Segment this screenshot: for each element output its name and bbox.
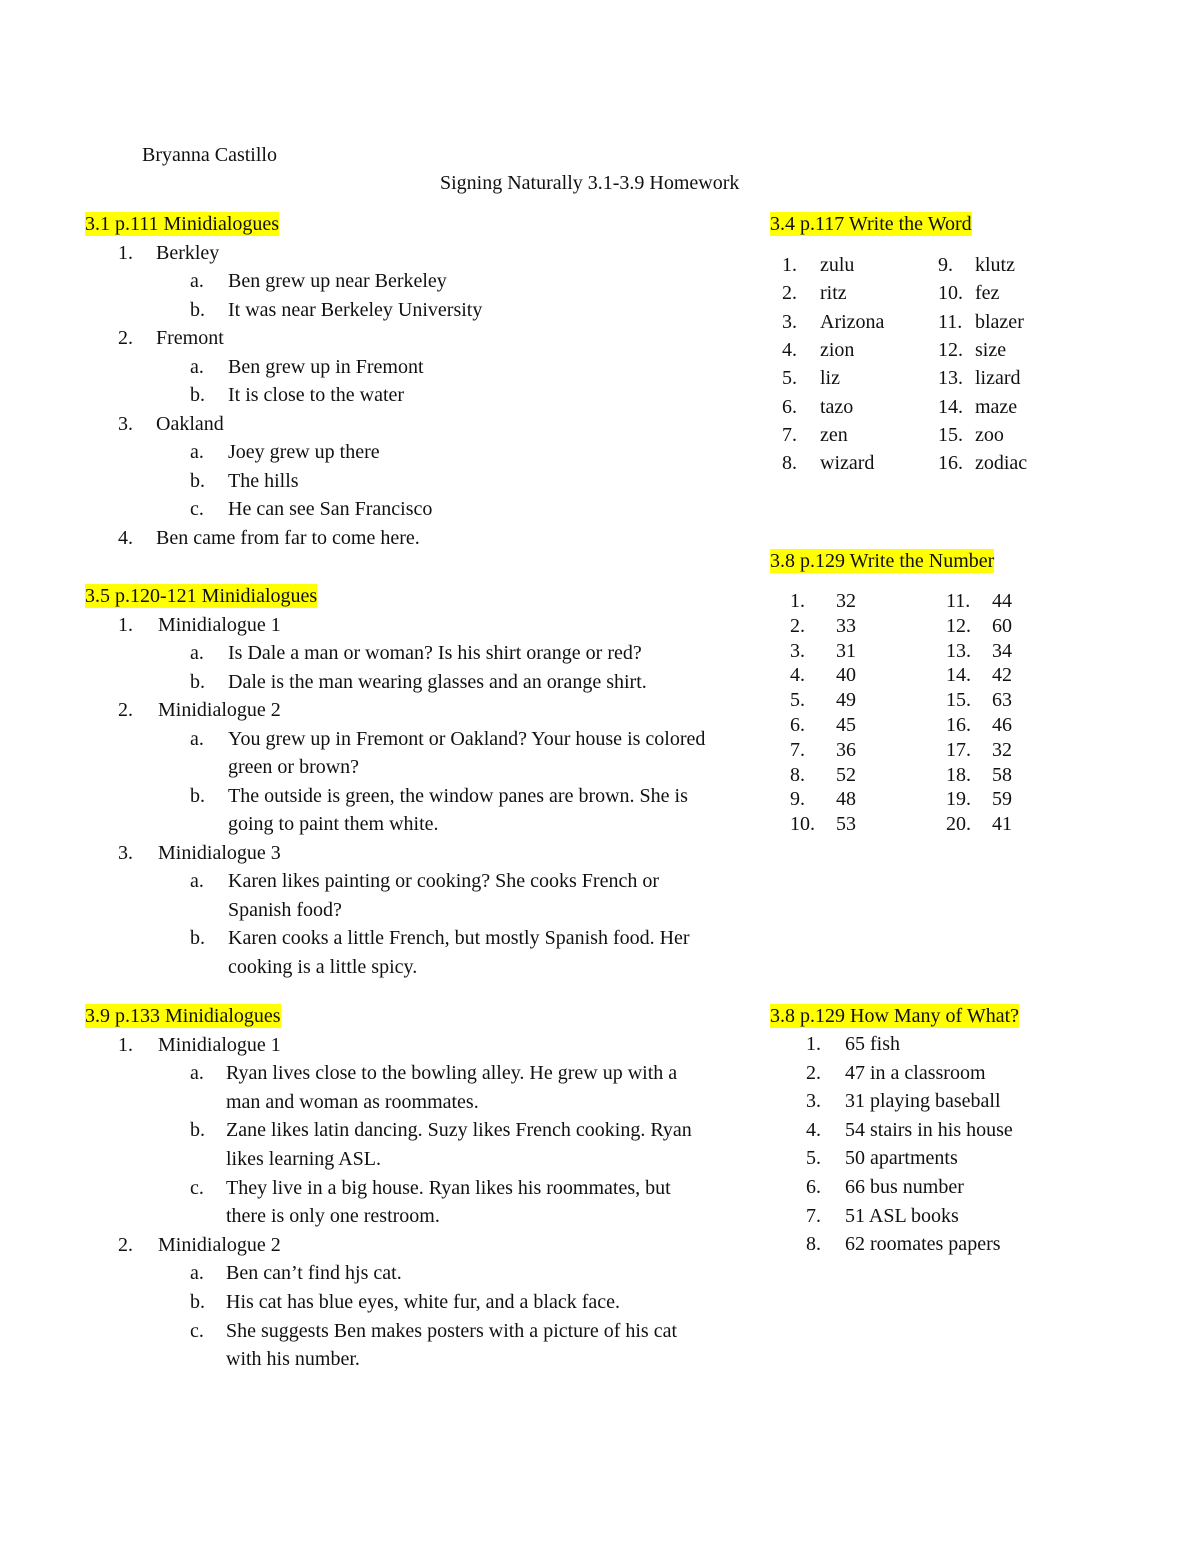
s34-left-value: tazo bbox=[820, 395, 854, 418]
s38n-right-number: 15. bbox=[946, 689, 971, 712]
s39-subitem-marker: b. bbox=[190, 1291, 205, 1313]
s38n-right-value: 34 bbox=[992, 639, 1012, 662]
s35-subitem-text: Spanish food? bbox=[228, 898, 342, 921]
s38n-left-number: 9. bbox=[790, 788, 805, 811]
s35-heading: 3.5 p.120-121 Minidialogues bbox=[85, 585, 318, 607]
s34-left-number: 6. bbox=[782, 395, 797, 418]
s38n-left-value: 53 bbox=[836, 813, 856, 836]
s35-item-label: Minidialogue 3 bbox=[158, 841, 281, 864]
s35-subitem-marker: b. bbox=[190, 927, 205, 949]
s38h-item-number: 4. bbox=[806, 1118, 821, 1141]
s34-right-value: lizard bbox=[975, 367, 1021, 390]
s38n-right-value: 59 bbox=[992, 788, 1012, 811]
s34-right-value: zodiac bbox=[975, 452, 1028, 475]
s35-item-number: 2. bbox=[118, 699, 133, 721]
s38n-right-number: 16. bbox=[946, 714, 971, 736]
s31-subitem-marker: a. bbox=[190, 270, 204, 292]
s39-subitem-marker: a. bbox=[190, 1062, 204, 1085]
s31-heading: 3.1 p.111 Minidialogues bbox=[85, 213, 280, 235]
s35-subitem-text: going to paint them white. bbox=[228, 813, 439, 835]
s34-right-number: 11. bbox=[938, 310, 963, 333]
s34-left-number: 3. bbox=[782, 310, 797, 333]
s38n-right-value: 60 bbox=[992, 614, 1012, 637]
s38h-item-number: 7. bbox=[806, 1204, 821, 1227]
s34-right-number: 9. bbox=[938, 254, 953, 276]
s39-subitem-text: man and woman as roommates. bbox=[226, 1090, 479, 1113]
s38n-right-value: 42 bbox=[992, 664, 1012, 687]
s38n-right-number: 19. bbox=[946, 788, 971, 811]
s38n-left-value: 31 bbox=[836, 639, 856, 662]
s38h-item-text: 66 bus number bbox=[845, 1176, 964, 1198]
s39-subitem-marker: c. bbox=[190, 1176, 204, 1199]
s38h-item-number: 6. bbox=[806, 1176, 821, 1198]
s31-subitem-text: Ben grew up near Berkeley bbox=[228, 270, 447, 292]
s38n-right-number: 20. bbox=[946, 813, 971, 836]
s31-subitem-marker: b. bbox=[190, 384, 205, 406]
s39-subitem-marker: a. bbox=[190, 1262, 204, 1285]
s35-subitem-text: You grew up in Fremont or Oakland? Your house is colored bbox=[228, 727, 706, 750]
s34-right-value: klutz bbox=[975, 254, 1015, 276]
s31-subitem-marker: b. bbox=[190, 469, 205, 492]
s38n-left-number: 8. bbox=[790, 763, 805, 786]
s34-left-value: zen bbox=[820, 423, 848, 446]
s35-subitem-marker: a. bbox=[190, 727, 204, 750]
s35-item-number: 1. bbox=[118, 613, 133, 636]
s39-subitem-text: His cat has blue eyes, white fur, and a black face. bbox=[226, 1291, 621, 1313]
s34-right-value: size bbox=[975, 338, 1007, 361]
s31-subitem-text: The hills bbox=[228, 469, 299, 492]
s38n-right-value: 32 bbox=[992, 738, 1012, 761]
s35-item-number: 3. bbox=[118, 841, 133, 864]
s38n-left-number: 10. bbox=[790, 813, 815, 836]
s38n-right-value: 63 bbox=[992, 689, 1012, 712]
s34-left-value: zulu bbox=[820, 254, 855, 276]
s34-right-value: blazer bbox=[975, 310, 1024, 333]
s38n-left-number: 1. bbox=[790, 590, 805, 612]
s31-subitem-marker: a. bbox=[190, 441, 204, 463]
s38n-right-value: 46 bbox=[992, 714, 1012, 736]
s34-left-number: 2. bbox=[782, 282, 797, 305]
s34-left-value: zion bbox=[820, 338, 855, 361]
s31-item-number: 2. bbox=[118, 327, 133, 349]
page-title: Signing Naturally 3.1-3.9 Homework bbox=[440, 172, 740, 194]
s38h-item-text: 47 in a classroom bbox=[845, 1061, 986, 1084]
s39-subitem-marker: b. bbox=[190, 1119, 205, 1142]
s38n-left-value: 48 bbox=[836, 788, 856, 811]
s34-right-number: 15. bbox=[938, 423, 963, 446]
s35-subitem-text: Is Dale a man or woman? Is his shirt orange or red? bbox=[228, 642, 642, 664]
s35-subitem-text: The outside is green, the window panes are brown. She is bbox=[228, 784, 688, 807]
s34-right-number: 14. bbox=[938, 395, 963, 418]
s38h-item-text: 50 apartments bbox=[845, 1147, 958, 1170]
s39-subitem-text: Ben can’t find hjs cat. bbox=[226, 1262, 402, 1285]
s31-subitem-marker: c. bbox=[190, 498, 204, 520]
s34-right-value: maze bbox=[975, 395, 1018, 418]
s34-left-number: 1. bbox=[782, 254, 797, 276]
s35-subitem-text: Karen likes painting or cooking? She cooks French or bbox=[228, 870, 660, 892]
s31-item-label: Berkley bbox=[156, 241, 220, 264]
s31-item-number: 1. bbox=[118, 241, 133, 264]
s35-subitem-text: cooking is a little spicy. bbox=[228, 955, 418, 978]
s38n-right-value: 58 bbox=[992, 763, 1012, 786]
s31-item-label: Ben came from far to come here. bbox=[156, 526, 420, 549]
s39-subitem-text: Ryan lives close to the bowling alley. He grew up with a bbox=[226, 1062, 678, 1085]
s38h-item-number: 3. bbox=[806, 1090, 821, 1113]
s35-subitem-marker: a. bbox=[190, 870, 204, 892]
s39-subitem-text: likes learning ASL. bbox=[226, 1148, 381, 1170]
s34-left-number: 7. bbox=[782, 423, 797, 446]
s39-item-label: Minidialogue 2 bbox=[158, 1233, 281, 1256]
s38h-item-number: 2. bbox=[806, 1061, 821, 1084]
s39-subitem-text: She suggests Ben makes posters with a picture of his cat bbox=[226, 1319, 678, 1342]
s38h-item-number: 1. bbox=[806, 1033, 821, 1055]
s39-subitem-text: there is only one restroom. bbox=[226, 1205, 440, 1228]
s31-item-label: Fremont bbox=[156, 327, 224, 349]
s34-right-value: zoo bbox=[975, 423, 1004, 446]
s38h-item-text: 31 playing baseball bbox=[845, 1090, 1001, 1113]
s39-heading: 3.9 p.133 Minidialogues bbox=[85, 1005, 281, 1027]
s38n-heading: 3.8 p.129 Write the Number bbox=[770, 550, 995, 572]
author-name: Bryanna Castillo bbox=[142, 144, 277, 166]
s34-left-value: Arizona bbox=[820, 310, 885, 333]
s35-subitem-marker: a. bbox=[190, 642, 204, 664]
s39-subitem-text: Zane likes latin dancing. Suzy likes French cooking. Ryan bbox=[226, 1119, 692, 1142]
s34-right-number: 12. bbox=[938, 338, 963, 361]
s38h-item-text: 51 ASL books bbox=[845, 1204, 959, 1227]
s38n-left-number: 6. bbox=[790, 714, 805, 736]
s39-item-number: 2. bbox=[118, 1233, 133, 1256]
s35-item-label: Minidialogue 1 bbox=[158, 613, 281, 636]
s34-right-number: 16. bbox=[938, 452, 963, 475]
s39-subitem-marker: c. bbox=[190, 1319, 204, 1342]
s38n-right-value: 44 bbox=[992, 590, 1012, 612]
s35-subitem-text: Karen cooks a little French, but mostly Spanish food. Her bbox=[228, 927, 690, 949]
s34-left-number: 4. bbox=[782, 338, 797, 361]
s34-right-value: fez bbox=[975, 282, 1000, 305]
s35-subitem-text: green or brown? bbox=[228, 756, 360, 778]
s34-left-value: liz bbox=[820, 367, 840, 390]
s35-subitem-marker: b. bbox=[190, 784, 205, 807]
s35-subitem-text: Dale is the man wearing glasses and an orange shirt. bbox=[228, 670, 647, 693]
s38h-item-text: 62 roomates papers bbox=[845, 1233, 1001, 1256]
s31-subitem-text: He can see San Francisco bbox=[228, 498, 433, 520]
s38n-left-number: 5. bbox=[790, 689, 805, 712]
s38h-heading: 3.8 p.129 How Many of What? bbox=[770, 1005, 1020, 1027]
s38n-left-value: 52 bbox=[836, 763, 856, 786]
s38n-left-value: 33 bbox=[836, 614, 856, 637]
s34-right-number: 13. bbox=[938, 367, 963, 390]
s38n-left-number: 7. bbox=[790, 738, 805, 761]
s34-left-number: 8. bbox=[782, 452, 797, 475]
s39-item-number: 1. bbox=[118, 1033, 133, 1056]
s38n-right-number: 17. bbox=[946, 738, 971, 761]
s38n-left-value: 45 bbox=[836, 714, 856, 736]
s31-item-label: Oakland bbox=[156, 412, 224, 435]
s38h-item-text: 65 fish bbox=[845, 1033, 900, 1055]
s38n-right-number: 12. bbox=[946, 614, 971, 637]
s38n-left-number: 4. bbox=[790, 664, 805, 687]
s31-subitem-text: Ben grew up in Fremont bbox=[228, 355, 424, 378]
s31-item-number: 3. bbox=[118, 412, 133, 435]
s38n-right-number: 18. bbox=[946, 763, 971, 786]
s31-subitem-text: Joey grew up there bbox=[228, 441, 380, 463]
s34-left-value: wizard bbox=[820, 452, 875, 475]
s39-subitem-text: They live in a big house. Ryan likes his roommates, but bbox=[226, 1176, 671, 1199]
s38n-right-number: 14. bbox=[946, 664, 971, 687]
s31-subitem-text: It was near Berkeley University bbox=[228, 298, 483, 321]
s39-subitem-text: with his number. bbox=[226, 1348, 360, 1371]
s38n-right-number: 13. bbox=[946, 639, 971, 662]
s38h-item-number: 5. bbox=[806, 1147, 821, 1170]
s34-left-number: 5. bbox=[782, 367, 797, 390]
s35-subitem-marker: b. bbox=[190, 670, 205, 693]
s38n-left-number: 2. bbox=[790, 614, 805, 637]
s38n-right-value: 41 bbox=[992, 813, 1012, 836]
s38n-left-value: 36 bbox=[836, 738, 856, 761]
s35-item-label: Minidialogue 2 bbox=[158, 699, 281, 721]
s38n-left-value: 40 bbox=[836, 664, 856, 687]
s31-item-number: 4. bbox=[118, 526, 133, 549]
s38n-left-value: 49 bbox=[836, 689, 856, 712]
s38h-item-text: 54 stairs in his house bbox=[845, 1118, 1013, 1141]
s31-subitem-text: It is close to the water bbox=[228, 384, 405, 406]
s31-subitem-marker: a. bbox=[190, 355, 204, 378]
s38n-left-value: 32 bbox=[836, 590, 856, 612]
s38n-left-number: 3. bbox=[790, 639, 805, 662]
s38n-right-number: 11. bbox=[946, 590, 971, 612]
s34-left-value: ritz bbox=[820, 282, 847, 305]
s34-right-number: 10. bbox=[938, 282, 963, 305]
s39-item-label: Minidialogue 1 bbox=[158, 1033, 281, 1056]
s34-heading: 3.4 p.117 Write the Word bbox=[770, 213, 972, 235]
s38h-item-number: 8. bbox=[806, 1233, 821, 1256]
s31-subitem-marker: b. bbox=[190, 298, 205, 321]
